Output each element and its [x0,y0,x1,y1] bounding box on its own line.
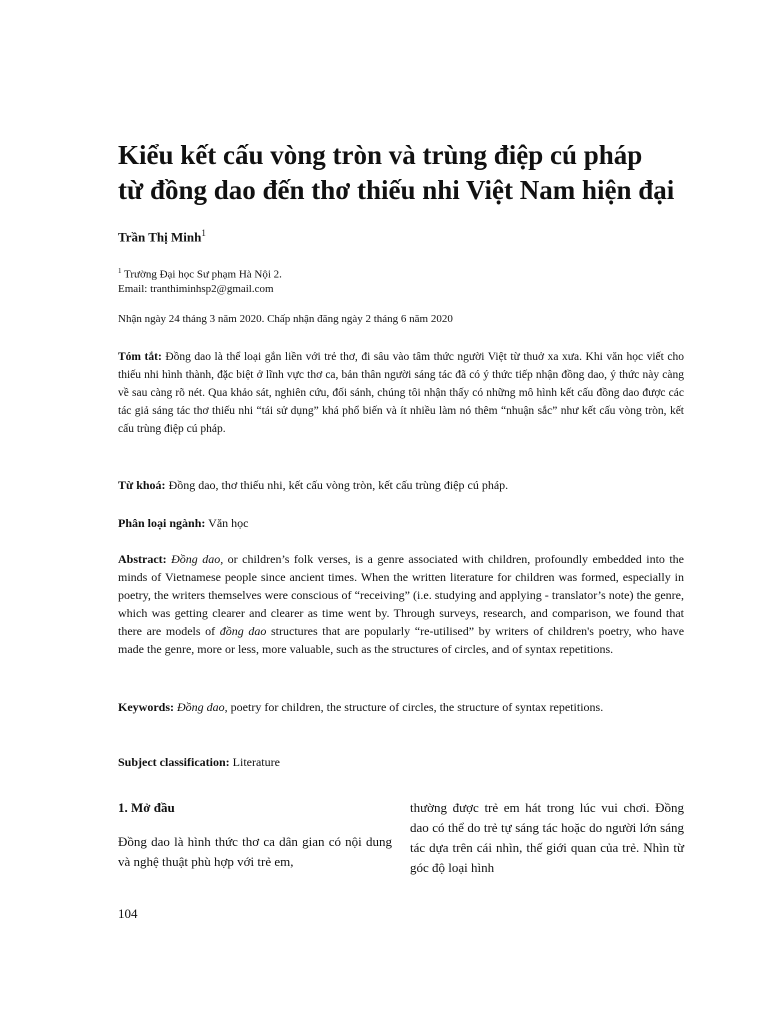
subject-text: Literature [229,755,280,769]
article-title-line-1: Kiểu kết cấu vòng tròn và trùng điệp cú pháp [118,140,643,170]
article-title [118,138,698,208]
summary-label: Tóm tắt: [118,351,162,363]
vi-keywords-label: Từ khoá: [118,478,166,492]
affiliation-marker: 1 [118,267,122,275]
english-abstract [118,550,684,658]
keywords-text: , poetry for children, the structure of circles, the structure of syntax repetitions. [224,700,604,714]
vietnamese-classification [118,514,684,532]
abstract-term-dong-dao-2: đồng dao [219,624,267,638]
author-name [118,228,206,245]
summary-text: Đồng dao là thể loại gắn liền với trẻ thơ, đi sâu vào tâm thức người Việt từ thuở xa xưa. Khi văn học viết cho thiếu nhi hình thành, đặc biệt ở lĩnh vực thơ ca, bản thân người sáng tác đã có ý thức tiếp nhận đồng dao, ý thức này càng về sau càng rõ nét. Qua khảo sát, nghiên cứu, đối sánh, chúng tôi nhận thấy có những mô hình kết cấu đồng dao được các tác giả sáng tác thơ thiếu nhi “tái sử dụng” khá phổ biến và ít nhiều làm nó thêm “nhuận sắc” như kết cấu vòng tròn, kết cấu trùng điệp cú pháp. [118,351,684,435]
body-column-right [410,798,684,878]
section-body-right: thường được trẻ em hát trong lúc vui chơi. Đồng dao có thể do trẻ tự sáng tác hoặc do người lớn sáng tác dựa trên cái nhìn, thế giới quan của trẻ. Nhìn từ góc độ loại hình [410,800,684,875]
author-affiliation-marker: 1 [201,228,206,238]
keywords-label: Keywords: [118,700,174,714]
abstract-label: Abstract: [118,552,167,566]
author-affiliation [118,264,678,296]
abstract-text-part-1: or children’s folk verses, is a genre associated with children, profoundly embedded into the minds of Vietnamese people since ancient times. When the written literature for children was formed, especially in poetry, the writers themselves were conscious of “receiving” (i.e. studying and applying - translator’s note) the genre, which was getting clearer and clearer as time went by. Through surveys, research, and comparison, we found that there are models of [118,552,685,638]
affiliation-institution [118,264,678,282]
section-body-left: Đồng dao là hình thức thơ ca dân gian có nội dung và nghệ thuật phù hợp với trẻ em, [118,834,392,869]
abstract-text-part-2: structures that are popularly “re-utilised” by writers of children's poetry, who have made the genre, more or less, more valuable, such as the structures of circles, and of syntax repetitions. [118,624,685,656]
article-title-line-2: từ đồng dao đến thơ thiếu nhi Việt Nam hiện đại [118,175,675,205]
submission-dates: Nhận ngày 24 tháng 3 năm 2020. Chấp nhận đăng ngày 2 tháng 6 năm 2020 [118,313,453,325]
author-email: Email: tranthiminhsp2@gmail.com [118,282,274,295]
vi-keywords-text: Đồng dao, thơ thiếu nhi, kết cấu vòng tròn, kết cấu trùng điệp cú pháp. [165,478,509,492]
affiliation-institution-text: Trường Đại học Sư phạm Hà Nội 2. [121,268,282,281]
vietnamese-summary [118,348,684,438]
author-name-text: Trần Thị Minh [118,229,202,245]
vi-classification-text: Văn học [205,516,249,530]
vietnamese-keywords [118,476,684,494]
page-number: 104 [118,906,138,921]
vi-classification-label: Phân loại ngành: [118,516,206,530]
subject-label: Subject classification: [118,755,230,769]
body-column-left [118,798,392,872]
english-keywords [118,698,684,716]
section-heading: 1. Mở đầu [118,800,175,815]
abstract-term-dong-dao: Đồng dao, [171,552,224,566]
subject-classification [118,753,684,771]
keywords-term-dong-dao: Đồng dao [177,700,225,714]
